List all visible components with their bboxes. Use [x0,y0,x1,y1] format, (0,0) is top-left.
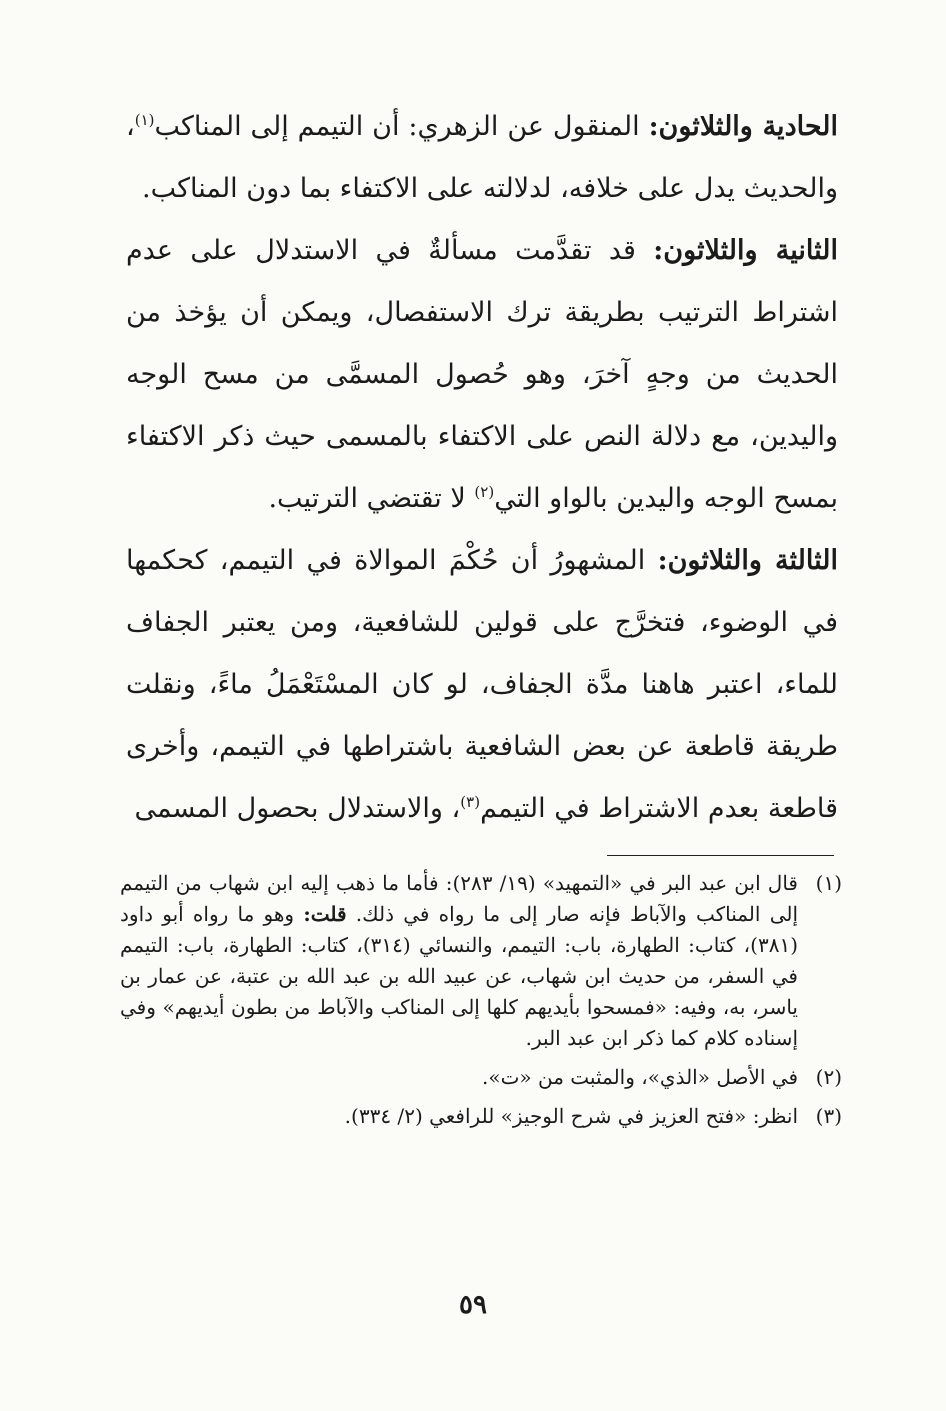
footnote-2 [120,1062,842,1093]
footnote-text: انظر: «فتح العزيز في شرح الوجيز» للرافعي (٢/ ٣٣٤). [344,1104,798,1128]
footnote-text [120,868,798,1054]
footnote-strong-label: قلت: [303,902,347,926]
footnote-number: (١) [815,871,842,895]
footnote-number: (٣) [815,1104,842,1128]
footnote-text-part: وهو ما رواه أبو داود (٣٨١)، كتاب: الطهارة، باب: التيمم، والنسائي (٣١٤)، كتاب: الطهارة، باب: التيمم في السفر، من حديث ابن شهاب، عن عبيد الله بن عبد الله بن عتبة، عن عمار بن ياسر، به، وفيه: «فمسحوا بأيديهم كلها إلى المناكب والآباط من بطون أيديهم» وفي إسناده كلام كما ذكر ابن عبد البر. [120,902,798,1050]
footnote-separator [607,855,834,856]
paragraph-text: ، والاستدلال بحصول المسمى [134,793,461,824]
paragraph-heading: الثالثة والثلاثون: [657,545,838,576]
footnote-text-part: قال ابن عبد البر في «التمهيد» (١٩/ ٢٨٣): فأما ما ذهب إليه ابن شهاب من التيمم إلى المناكب والآباط فإنه صار إلى ما رواه في ذلك. [120,871,799,926]
paragraph-text: ، والحديث يدل على خلافه، لدلالته على الاكتفاء بما دون المناكب. [126,111,838,204]
paragraph-33 [126,530,838,840]
paragraph-text: المشهورُ أن حُكْمَ الموالاة في التيمم، كحكمها في الوضوء، فتخرَّج على قولين للشافعية، ومن يعتبر الجفاف للماء، اعتبر هاهنا مدَّة الجفاف، لو كان المسْتَعْمَلُ ماءً، ونقلت طريقة قاطعة عن بعض الشافعية باشتراطها في التيمم، وأخرى قاطعة بعدم الاشتراط في التيمم [126,545,838,824]
paragraph-text: قد تقدَّمت مسألةٌ في الاستدلال على عدم اشتراط الترتيب بطريقة ترك الاستفصال، ويمكن أن يؤخذ من الحديث من وجهٍ آخرَ، وهو حُصول المسمَّى من مسح الوجه واليدين، مع دلالة النص على الاكتفاء بالمسمى حيث ذكر الاكتفاء بمسح الوجه واليدين بالواو التي [126,235,838,514]
paragraph-text: لا تقتضي الترتيب. [268,483,466,514]
footnote-3 [120,1101,842,1132]
paragraph-text: المنقول عن الزهري: أن التيمم إلى المناكب [154,111,640,142]
main-text [126,96,838,840]
footnote-ref: (٣) [460,793,481,811]
footnote-1 [120,868,842,1054]
footnote-number: (٢) [815,1065,842,1089]
paragraph-heading: الثانية والثلاثون: [653,235,838,266]
footnotes [120,868,842,1140]
paragraph-heading: الحادية والثلاثون: [648,111,838,142]
paragraph-32 [126,220,838,530]
paragraph-31 [126,96,838,220]
footnote-text: في الأصل «الذي»، والمثبت من «ت». [481,1065,798,1089]
footnote-ref: (٢) [474,483,495,501]
footnote-ref: (١) [134,111,155,129]
page-number: ٥٩ [459,1290,487,1320]
